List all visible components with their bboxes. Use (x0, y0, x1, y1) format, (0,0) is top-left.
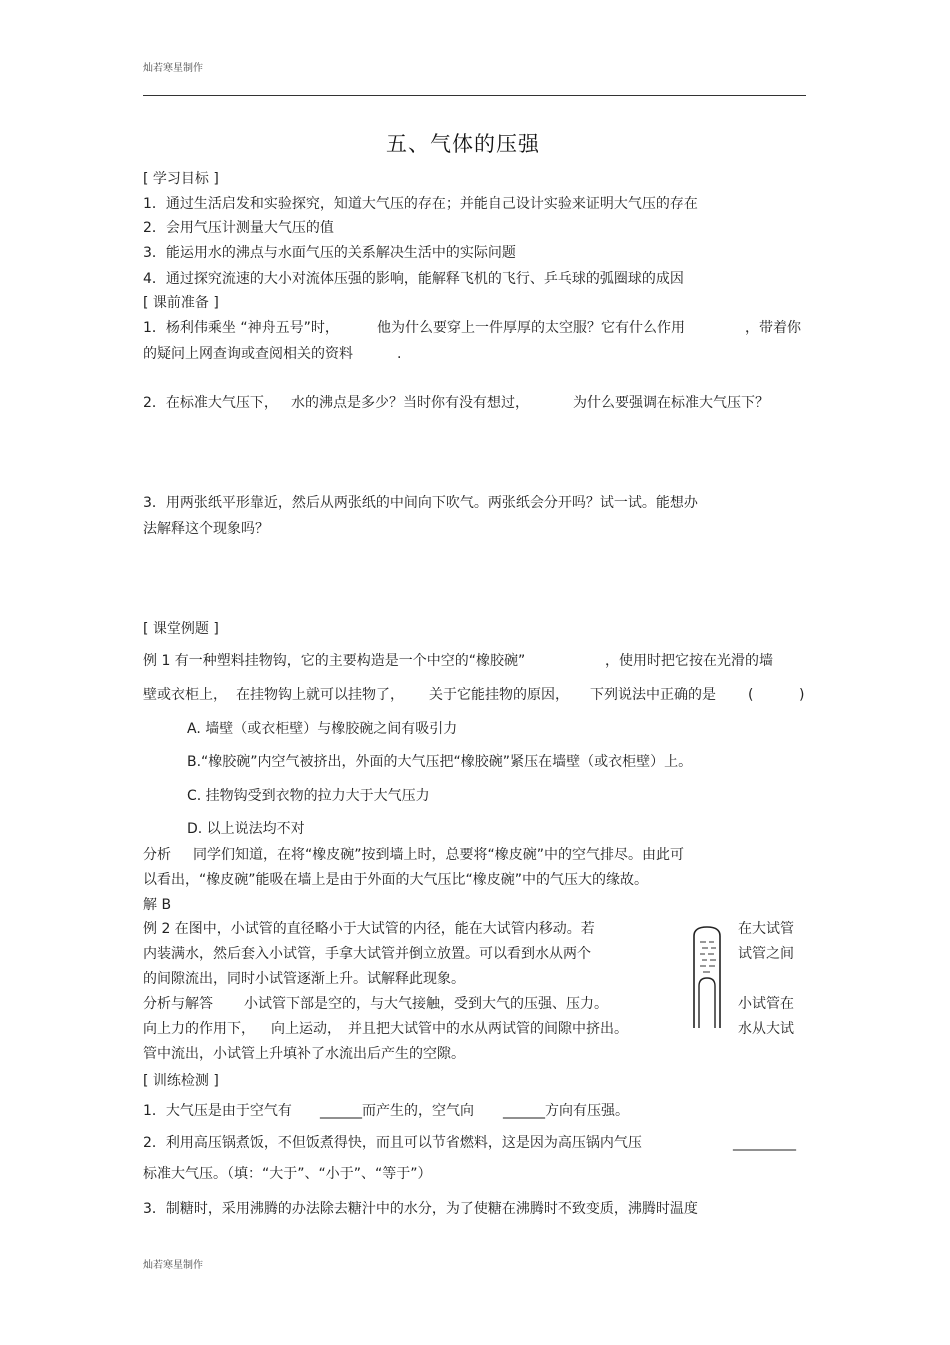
header-rule (143, 95, 806, 96)
ex2-line5a: 向上力的作用下， (143, 1021, 255, 1037)
ex1-line1a: 例 1 有一种塑料挂物钩，它的主要构造是一个中空的“橡胶碗” (143, 653, 526, 669)
ex1-paren-close: ) (799, 687, 805, 703)
ex1-paren-open: ( (748, 687, 754, 703)
ex2-line2a: 内装满水，然后套入小试管，手拿大试管并倒立放置。可以看到水从两个 (143, 946, 591, 962)
objectives-heading: [ 学习目标 ] (143, 171, 219, 187)
ex2-line5d: 水从大试 (738, 1021, 794, 1037)
objective-item: 4．通过探究流速的大小对流体压强的影响，能解释飞机的飞行、乒乓球的弧圈球的成因 (143, 271, 684, 287)
objective-item: 2．会用气压计测量大气压的值 (143, 220, 334, 236)
practice-q2-blank: _________ (733, 1135, 796, 1151)
ex2-line4b: 小试管下部是空的，与大气接触，受到大气的压强、压力。 (244, 996, 608, 1012)
preview-q2-b: 水的沸点是多少？当时你有没有想过， (291, 395, 529, 411)
page-title: 五、气体的压强 (386, 132, 540, 156)
ex2-line6: 管中流出，小试管上升填补了水流出后产生的空隙。 (143, 1046, 465, 1062)
header-maker: 灿若寒星制作 (143, 63, 203, 74)
practice-heading: [ 训练检测 ] (143, 1073, 219, 1089)
ex2-line1a: 例 2 在图中，小试管的直径略小于大试管的内径，能在大试管内移动。若 (143, 921, 595, 937)
practice-q1-a: 1．大气压是由于空气有 (143, 1103, 292, 1119)
preview-q1-line2a: 的疑问上网查询或查阅相关的资料 (143, 346, 353, 362)
ex2-line2b: 试管之间 (738, 946, 794, 962)
practice-q2-a: 2．利用高压锅煮饭，不但饭煮得快，而且可以节省燃料，这是因为高压锅内气压 (143, 1135, 642, 1151)
ex1-line2d: 下列说法中正确的是 (590, 687, 716, 703)
ex2-line4c: 小试管在 (738, 996, 794, 1012)
footer-maker: 灿若寒星制作 (143, 1260, 203, 1271)
preview-q1-line2b: . (397, 346, 402, 362)
ex1-answer: 解 B (143, 897, 172, 913)
objective-item: 3．能运用水的沸点与水面气压的关系解决生活中的实际问题 (143, 245, 516, 261)
preview-q1-b: 他为什么要穿上一件厚厚的太空服？它有什么作用 (377, 320, 685, 336)
ex1-analysis-line2: 以看出，“橡皮碗”能吸在墙上是由于外面的大气压比“橡皮碗”中的气压大的缘故。 (143, 872, 649, 888)
ex2-line3: 的间隙流出，同时小试管逐渐上升。试解释此现象。 (143, 971, 465, 987)
ex1-analysis-line1: 同学们知道，在将“橡皮碗”按到墙上时，总要将“橡皮碗”中的空气排尽。由此可 (193, 847, 685, 863)
practice-q1-b: ______而产生的，空气向 (320, 1103, 474, 1119)
ex2-line5c: 并且把大试管中的水从两试管的间隙中挤出。 (348, 1021, 628, 1037)
ex1-line2a: 壁或衣柜上， (143, 687, 227, 703)
preview-heading: [ 课前准备 ] (143, 295, 219, 311)
preview-q1-c: ，带着你 (745, 320, 801, 336)
preview-q1-a: 1．杨利伟乘坐 “神舟五号”时， (143, 320, 339, 336)
preview-q2-a: 2．在标准大气压下， (143, 395, 278, 411)
ex1-analysis-label: 分析 (143, 847, 171, 863)
ex2-line1b: 在大试管 (738, 921, 794, 937)
ex1-option-d: D. 以上说法均不对 (187, 821, 305, 837)
ex2-line5b: 向上运动， (271, 1021, 341, 1037)
practice-q3: 3．制糖时，采用沸腾的办法除去糖汁中的水分，为了使糖在沸腾时不致变质，沸腾时温度 (143, 1201, 698, 1217)
ex1-option-b: B.“橡胶碗”内空气被挤出，外面的大气压把“橡胶碗”紧压在墙壁（或衣柜壁）上。 (187, 754, 693, 770)
ex1-line1b: ，使用时把它按在光滑的墙 (605, 653, 773, 669)
preview-q2-c: 为什么要强调在标准大气压下？ (573, 395, 769, 411)
preview-q3-line2: 法解释这个现象吗？ (143, 521, 269, 537)
practice-q1-c: ______方向有压强。 (503, 1103, 629, 1119)
examples-heading: [ 课堂例题 ] (143, 621, 219, 637)
objective-item: 1．通过生活启发和实验探究，知道大气压的存在；并能自己设计实验来证明大气压的存在 (143, 196, 698, 212)
ex2-line4a: 分析与解答 (143, 996, 213, 1012)
ex1-option-c: C. 挂物钩受到衣物的拉力大于大气压力 (187, 788, 430, 804)
ex1-line2c: 关于它能挂物的原因， (429, 687, 569, 703)
ex1-option-a: A. 墙壁（或衣柜壁）与橡胶碗之间有吸引力 (187, 721, 458, 737)
ex1-line2b: 在挂物钩上就可以挂物了， (236, 687, 404, 703)
test-tube-figure (688, 924, 728, 1030)
preview-q3-line1: 3．用两张纸平形靠近，然后从两张纸的中间向下吹气。两张纸会分开吗？试一试。能想办 (143, 495, 698, 511)
practice-q2-line2: 标准大气压。（填：“大于”、“小于”、“等于”） (143, 1166, 432, 1182)
